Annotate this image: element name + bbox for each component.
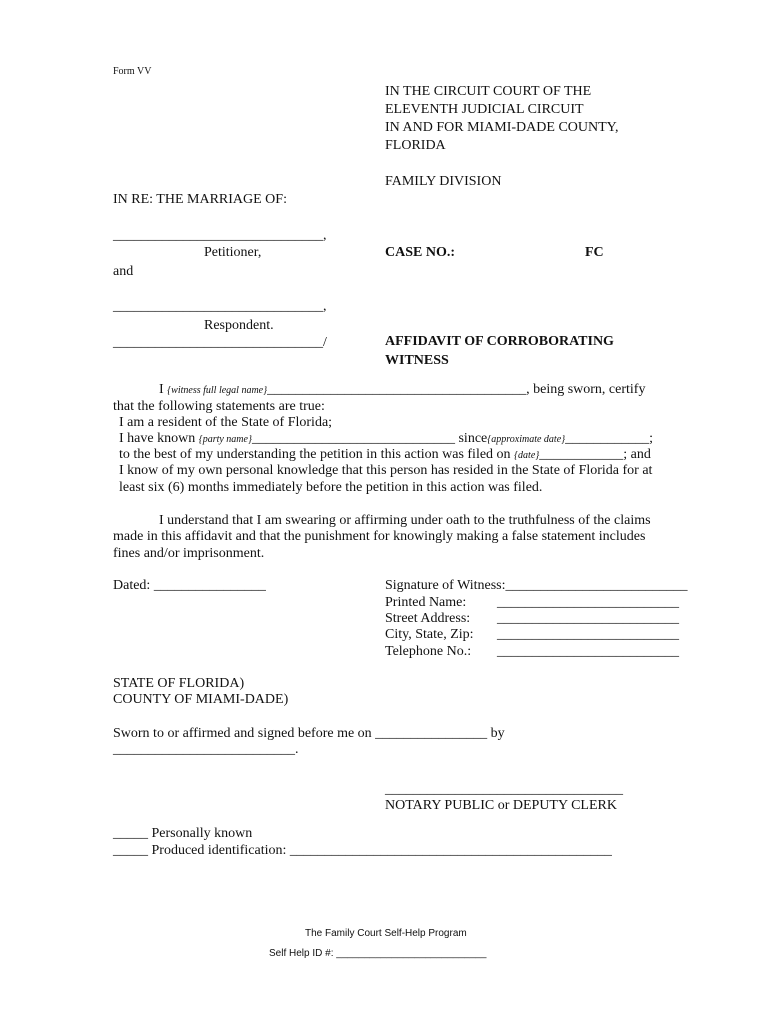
signature-blank[interactable]: __________________________	[505, 578, 688, 593]
and-text: ; and	[623, 447, 651, 462]
oath-line3: fines and/or imprisonment.	[113, 546, 265, 561]
case-number-suffix: FC	[585, 245, 604, 260]
petition-date-blank[interactable]: ____________	[539, 447, 624, 462]
sworn-line2[interactable]: __________________________.	[113, 742, 299, 757]
produced-identification-option[interactable]: _____ Produced identification: ______________________________________________	[113, 843, 612, 858]
since-text: since	[454, 431, 488, 446]
witness-certify-line	[159, 382, 645, 399]
self-help-id-row	[269, 948, 486, 960]
affidavit-title-line1: AFFIDAVIT OF CORROBORATING	[385, 334, 614, 349]
intro-text: I	[159, 382, 168, 397]
personally-known-option[interactable]: _____ Personally known	[113, 826, 253, 841]
statement-known	[119, 431, 653, 448]
affidavit-title-line2: WITNESS	[385, 353, 449, 368]
county-label: COUNTY OF MIAMI-DADE)	[113, 692, 289, 707]
party-name-hint: {party name}	[198, 434, 252, 445]
approximate-date-blank[interactable]: ____________;	[565, 431, 654, 446]
respondent-blank: ______________________________,	[113, 299, 327, 314]
dated-field[interactable]: Dated: ________________	[113, 578, 266, 593]
notary-signature-label: NOTARY PUBLIC or DEPUTY CLERK	[385, 798, 617, 813]
petitioner-blank: ______________________________,	[113, 228, 327, 243]
division-label: FAMILY DIVISION	[385, 174, 502, 189]
and-label: and	[113, 264, 134, 279]
respondent-label: Respondent.	[204, 318, 274, 333]
self-help-id-blank[interactable]: ___________________________	[336, 948, 487, 959]
state-label: STATE OF FLORIDA)	[113, 676, 245, 691]
statements-intro: that the following statements are true:	[113, 399, 325, 414]
being-sworn-text: , being sworn, certify	[526, 382, 646, 397]
caption-closing-line: ______________________________/	[113, 335, 327, 350]
witness-name-blank[interactable]: _____________________________________	[267, 382, 527, 397]
statement-resident: I am a resident of the State of Florida;	[119, 415, 333, 430]
notary-signature-blank[interactable]: __________________________________	[385, 782, 623, 797]
witness-name-hint: {witness full legal name}	[167, 385, 268, 396]
oath-line2: made in this affidavit and that the punishment for knowingly making a false statement includes	[113, 529, 646, 544]
statement-petition-date	[119, 447, 651, 464]
date-hint: {date}	[514, 450, 540, 461]
signature-label: Signature of Witness:	[385, 578, 506, 593]
approximate-date-hint: {approximate date}	[487, 434, 566, 445]
telephone-blank[interactable]: __________________________	[497, 644, 679, 659]
court-heading-line4: FLORIDA	[385, 138, 446, 153]
case-number-label: CASE NO.:	[385, 245, 456, 260]
party-name-blank[interactable]: _____________________________	[251, 431, 455, 446]
oath-line1: I understand that I am swearing or affirming under oath to the truthfulness of the claims	[159, 513, 651, 528]
printed-name-blank[interactable]: __________________________	[497, 595, 679, 610]
court-heading-line3: IN AND FOR MIAMI-DADE COUNTY,	[385, 120, 619, 135]
sworn-line1[interactable]: Sworn to or affirmed and signed before me on ________________ by	[113, 726, 505, 741]
known-text: I have known	[119, 431, 199, 446]
street-address-blank[interactable]: __________________________	[497, 611, 679, 626]
telephone-label: Telephone No.:	[385, 644, 472, 659]
statement-residency-line2: least six (6) months immediately before the petition in this action was filed.	[119, 480, 543, 495]
in-re-label: IN RE: THE MARRIAGE OF:	[113, 192, 287, 207]
self-help-id-label: Self Help ID #:	[269, 948, 334, 959]
form-label: Form VV	[113, 66, 152, 77]
printed-name-label: Printed Name:	[385, 595, 467, 610]
signature-row	[385, 578, 688, 594]
city-state-zip-blank[interactable]: __________________________	[497, 627, 679, 642]
street-address-label: Street Address:	[385, 611, 471, 626]
footer-program: The Family Court Self-Help Program	[305, 928, 467, 939]
court-heading-line2: ELEVENTH JUDICIAL CIRCUIT	[385, 102, 584, 117]
petitioner-label: Petitioner,	[204, 245, 262, 260]
city-state-zip-label: City, State, Zip:	[385, 627, 474, 642]
court-heading-line1: IN THE CIRCUIT COURT OF THE	[385, 84, 592, 99]
petition-text: to the best of my understanding the petition in this action was filed on	[119, 447, 515, 462]
statement-residency-line1: I know of my own personal knowledge that this person has resided in the State of Florida for at	[119, 463, 653, 478]
